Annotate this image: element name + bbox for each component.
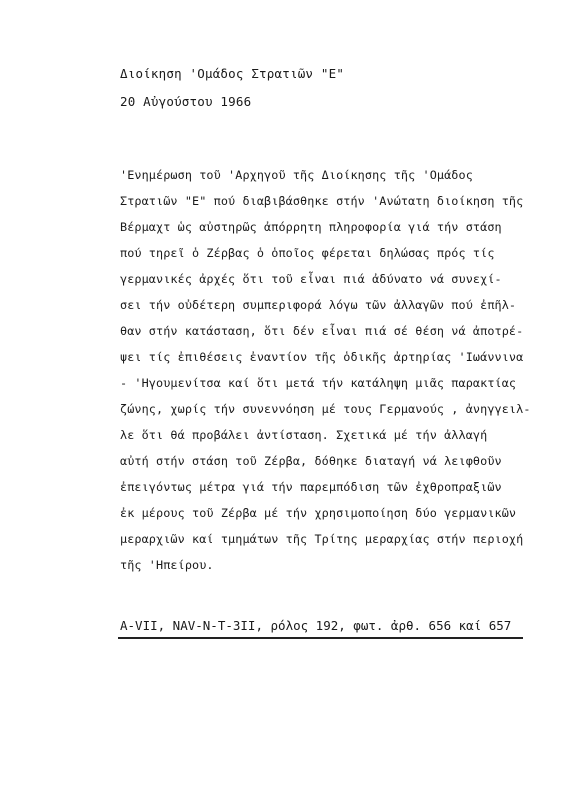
body-line: 'Ενημέρωση τοῦ 'Αρχηγοῦ τῆς Διοίκησης τῆς 'Ομάδος <box>120 168 473 182</box>
document-body <box>120 162 550 578</box>
body-line: - 'Ηγουμενίτσα καί ὅτι μετά τήν κατάληψη μιᾶς παρακτίας <box>120 376 517 390</box>
header-line-1: Διοίκηση 'Ομάδος Στρατιῶν "Ε" <box>120 66 345 81</box>
archive-reference: A-VII, NAV-N-T-3II, ρόλος 192, φωτ. ἀρθ. 656 καί 657 <box>120 618 512 633</box>
body-line: ζώνης, χωρίς τήν συνεννόηση μέ τους Γερμανούς , ἀνηγγειλ- <box>120 402 531 416</box>
header-date: 20 Αὐγούστου 1966 <box>120 94 252 109</box>
body-line: ψει τίς ἐπιθέσεις ἐναντίον τῆς ὁδικῆς ἀρτηρίας 'Ιωάννινα <box>120 350 524 364</box>
body-line: θαν στήν κατάσταση, ὅτι δέν εἶναι πιά σέ θέση νά ἀποτρέ- <box>120 324 524 338</box>
body-line: γερμανικές ἀρχές ὅτι τοῦ εἶναι πιά ἀδύνατο νά συνεχί- <box>120 272 502 286</box>
body-line: σει τήν οὐδέτερη συμπεριφορά λόγω τῶν ἀλλαγῶν πού ἐπῆλ- <box>120 298 517 312</box>
body-line: Στρατιῶν "Ε" πού διαβιβάσθηκε στήν 'Ανώτατη διοίκηση τῆς <box>120 194 524 208</box>
body-line: τῆς 'Ηπείρου. <box>120 558 214 572</box>
body-line: μεραρχιῶν καί τμημάτων τῆς Τρίτης μεραρχίας στήν περιοχή <box>120 532 524 546</box>
body-line: αὐτή στήν στάση τοῦ Ζέρβα, δόθηκε διαταγή νά λειφθοῦν <box>120 454 502 468</box>
body-line: ἐκ μέρους τοῦ Ζέρβα μέ τήν χρησιμοποίηση δύο γερμανικῶν <box>120 506 517 520</box>
footer-underline <box>118 637 523 639</box>
body-line: ἐπειγόντως μέτρα γιά τήν παρεμπόδιση τῶν ἐχθροπραξιῶν <box>120 480 502 494</box>
body-line: πού τηρεῖ ὁ Ζέρβας ὁ ὁποῖος φέρεται δηλώσας πρός τίς <box>120 246 495 260</box>
body-line: λε ὅτι θά προβάλει ἀντίσταση. Σχετικά μέ τήν ἀλλαγή <box>120 428 488 442</box>
body-line: Βέρμαχτ ὡς αὐστηρῶς ἀπόρρητη πληροφορία γιά τήν στάση <box>120 220 502 234</box>
